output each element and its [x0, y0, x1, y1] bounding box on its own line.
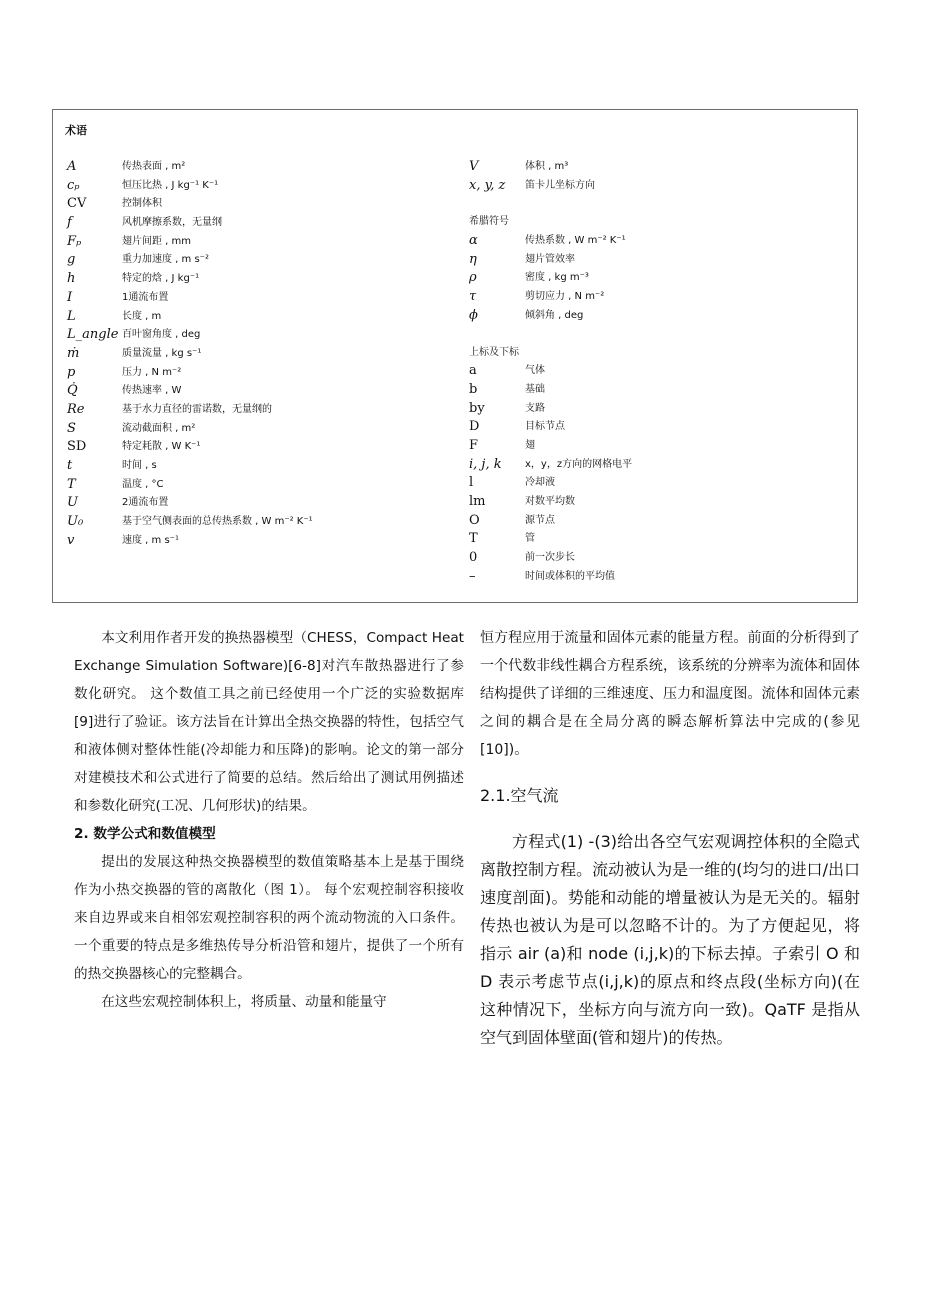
symbol: cₚ	[67, 177, 80, 193]
symbol: τ	[469, 289, 477, 305]
description: 长度 , m	[122, 310, 162, 322]
symbol: T	[469, 531, 478, 547]
description: 目标节点	[525, 421, 565, 433]
nomenclature-entry	[67, 494, 447, 513]
description: 控制体积	[122, 198, 162, 210]
nomenclature-entry	[469, 493, 849, 512]
description: 对数平均数	[525, 496, 575, 507]
symbol: 0	[469, 550, 478, 566]
paragraph-equations: 恒方程应用于流量和固体元素的能量方程。前面的分析得到了一个代数非线性耦合方程系统，该系统的分辨率为流体和固体结构提供了详细的三维速度、压力和温度图。流体和固体元素之间的耦合是在全局分离的瞬态解析算法中完成的(参见[10])。	[480, 630, 860, 758]
symbol: –	[469, 568, 476, 584]
description: 剪切应力 , N m⁻²	[525, 291, 605, 303]
symbol: a	[469, 363, 477, 379]
description: 恒压比热 , J kg⁻¹ K⁻¹	[122, 179, 219, 191]
symbol: x, y, z	[469, 177, 506, 193]
nomenclature-title: 术语	[65, 124, 87, 137]
nomenclature-entry	[469, 232, 849, 251]
nomenclature-entry	[67, 457, 447, 476]
nomenclature-entry	[67, 195, 447, 214]
symbol: Re	[67, 401, 85, 417]
symbol: L_angle	[67, 327, 119, 343]
symbol: α	[469, 233, 478, 249]
symbol: A	[67, 159, 77, 174]
description: x，y，z方向的网格电平	[525, 458, 633, 470]
description: 流动截面积 , m²	[122, 422, 196, 434]
symbol: v	[67, 532, 75, 548]
description: 翅片间距 , mm	[122, 235, 192, 247]
nomenclature-entry	[469, 568, 849, 587]
description: 管	[525, 533, 535, 545]
nomenclature-entry	[67, 401, 447, 420]
description: 基础	[525, 383, 545, 395]
nomenclature-entry	[469, 512, 849, 531]
symbol: η	[469, 251, 477, 267]
nomenclature-entry	[67, 420, 447, 439]
symbol: SD	[67, 439, 87, 455]
nomenclature-entry	[469, 158, 849, 177]
nomenclature-entry	[67, 308, 447, 327]
nomenclature-entry	[67, 233, 447, 252]
nomenclature-entry	[67, 345, 447, 364]
nomenclature-entry	[469, 400, 849, 419]
nomenclature-entry	[67, 270, 447, 289]
description: 传热速率 , W	[122, 385, 182, 397]
description: 冷却液	[525, 477, 555, 489]
symbol: I	[67, 289, 73, 305]
nomenclature-left-column	[67, 158, 447, 550]
description: 重力加速度 , m s⁻²	[122, 254, 209, 266]
description: 传热表面 , m²	[122, 161, 186, 172]
description: 传热系数 , W m⁻² K⁻¹	[525, 235, 626, 247]
symbol: i, j, k	[469, 456, 502, 472]
symbol: T	[67, 476, 76, 492]
description: 温度 , °C	[122, 478, 164, 490]
nomenclature-entry	[469, 530, 849, 549]
section-2-title: 2. 数学公式和数值模型	[74, 826, 216, 842]
symbol: Fₚ	[67, 233, 82, 249]
symbol: CV	[67, 196, 87, 212]
nomenclature-entry	[469, 474, 849, 493]
nomenclature-entry	[67, 326, 447, 345]
nomenclature-entry	[469, 381, 849, 400]
symbol: p	[67, 364, 76, 380]
symbol: lm	[469, 494, 486, 509]
symbol: S	[67, 420, 76, 436]
nomenclature-right-column	[469, 158, 849, 586]
description: 风机摩擦系数，无量纲	[122, 217, 222, 229]
symbol: ϕ	[469, 307, 478, 323]
description: 源节点	[525, 514, 555, 526]
nomenclature-entry	[67, 438, 447, 457]
description: 密度 , kg m⁻³	[525, 272, 589, 284]
symbol: t	[67, 458, 73, 473]
nomenclature-entry	[469, 549, 849, 568]
symbol: ρ	[469, 270, 477, 286]
symbol: Q̇	[67, 383, 78, 399]
description: 体积 , m³	[525, 161, 569, 172]
subsection-2-1-title: 2.1.空气流	[480, 786, 559, 805]
paragraph-air-flow: 方程式(1) -(3)给出各空气宏观调控体积的全隐式离散控制方程。流动被认为是一维的(均匀的进口/出口速度剖面)。势能和动能的增量被认为是无关的。辐射传热也被认为是可以忽略不计的。为了方便起见，将指示 air (a)和 node (i,j,k)的下标去掉。子索引 O 和 D 表示考虑节点(i,j,k)的原点和终点段(坐标方向)(在这种情况下，坐标方向与流方向一致)。QaTF 是指从空气到固体壁面(管和翅片)的传热。	[480, 832, 860, 1047]
nomenclature-entry	[67, 289, 447, 308]
nomenclature-entry	[469, 362, 849, 381]
description: 特定的焓 , J kg⁻¹	[122, 273, 200, 285]
description: 基于水力直径的雷诺数，无量纲的	[122, 403, 272, 415]
symbol: by	[469, 400, 485, 416]
description: 2通流布置	[122, 497, 169, 509]
nomenclature-entry	[67, 214, 447, 233]
symbol: h	[67, 271, 76, 287]
nomenclature-entry	[67, 177, 447, 196]
nomenclature-entry	[469, 456, 849, 475]
symbol: O	[469, 512, 480, 528]
symbol: U	[67, 495, 78, 511]
nomenclature-entry	[469, 418, 849, 437]
greek-symbols-heading: 希腊符号	[469, 216, 509, 228]
symbol: l	[469, 475, 474, 491]
paragraph-intro: 本文利用作者开发的换热器模型（CHESS，Compact Heat Exchange Simulation Software)[6-8]对汽车散热器进行了参数化研究。 这个数值工具之前已经使用一个广泛的实验数据库[9]进行了验证。该方法旨在计算出全热交换器的特性，包括空气和液体侧对整体性能(冷却能力和压降)的影响。论文的第一部分对建模技术和公式进行了简要的总结。然后给出了测试用例描述和参数化研究(工况、几何形状)的结果。	[74, 630, 464, 814]
description: 特定耗散 , W K⁻¹	[122, 441, 201, 453]
nomenclature-entry	[67, 532, 447, 551]
description: 百叶窗角度 , deg	[122, 329, 201, 341]
symbol: ṁ	[67, 345, 80, 361]
nomenclature-entry	[469, 307, 849, 326]
description: 压力 , N m⁻²	[122, 366, 182, 378]
nomenclature-entry	[67, 476, 447, 495]
symbol: b	[469, 381, 478, 397]
description: 时间 , s	[122, 460, 157, 471]
symbol: V	[469, 159, 479, 174]
description: 时间或体积的平均值	[525, 570, 615, 582]
description: 气体	[525, 365, 545, 377]
nomenclature-entry	[469, 269, 849, 288]
description: 翅	[525, 439, 535, 451]
nomenclature-box	[52, 109, 858, 603]
symbol: f	[67, 215, 72, 231]
body-right-column	[480, 624, 860, 1052]
description: 1通流布置	[122, 291, 169, 303]
paragraph-strategy: 提出的发展这种热交换器模型的数值策略基本上是基于围绕作为小热交换器的管的离散化（图 1）。 每个宏观控制容积接收来自边界或来自相邻宏观控制容积的两个流动物流的入口条件。 一个重要的特点是多维热传导分析沿管和翅片，提供了一个所有的热交换器核心的完整耦合。	[74, 854, 464, 982]
nomenclature-entry	[67, 513, 447, 532]
symbol: U₀	[67, 514, 84, 530]
superscripts-heading: 上标及下标	[469, 346, 519, 358]
body-left-column	[74, 624, 464, 1016]
symbol: L	[67, 308, 76, 324]
symbol: D	[469, 419, 480, 435]
nomenclature-entry	[469, 288, 849, 307]
description: 前一次步长	[525, 552, 575, 564]
description: 质量流量 , kg s⁻¹	[122, 347, 202, 359]
description: 翅片管效率	[525, 253, 575, 265]
description: 速度 , m s⁻¹	[122, 534, 179, 546]
description: 基于空气侧表面的总传热系数 , W m⁻² K⁻¹	[122, 516, 313, 528]
nomenclature-entry	[67, 158, 447, 177]
symbol: F	[469, 437, 479, 453]
description: 笛卡儿坐标方向	[525, 179, 595, 191]
nomenclature-entry	[67, 382, 447, 401]
nomenclature-entry	[469, 251, 849, 270]
nomenclature-entry	[469, 437, 849, 456]
description: 倾斜角 , deg	[525, 309, 584, 321]
nomenclature-entry	[469, 177, 849, 196]
nomenclature-entry	[67, 364, 447, 383]
nomenclature-entry	[67, 251, 447, 270]
symbol: g	[67, 252, 76, 268]
paragraph-control-volumes: 在这些宏观控制体积上，将质量、动量和能量守	[101, 994, 387, 1010]
description: 支路	[525, 402, 545, 414]
